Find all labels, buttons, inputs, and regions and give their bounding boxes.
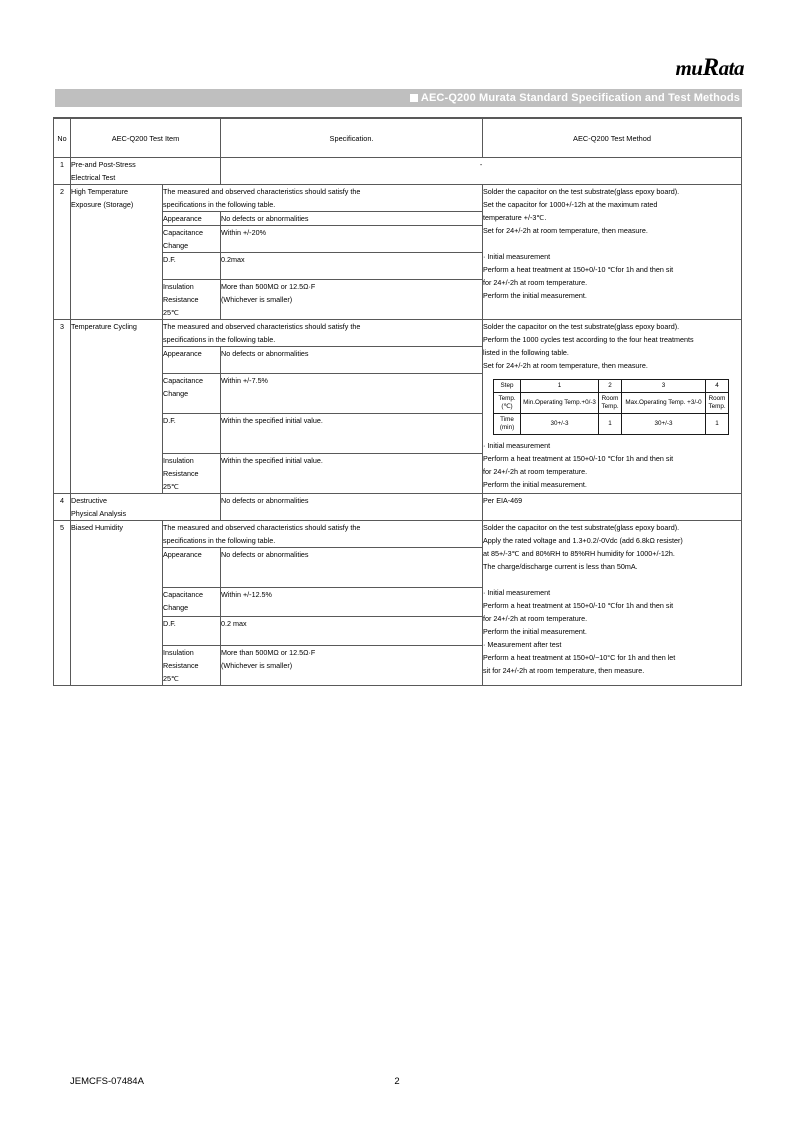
spec-intro: [163, 320, 483, 347]
spec-intro-line-2: specifications in the following table.: [163, 536, 276, 545]
item-line-1: Destructive: [71, 496, 107, 505]
temp-value-1: Min.Operating Temp.+0/-3: [521, 393, 599, 414]
method-line: Set for 24+/-2h at room temperature, then measure.: [483, 361, 648, 370]
spec-intro-line-1: The measured and observed characteristics should satisfy the: [163, 187, 361, 196]
table-row: [54, 521, 742, 548]
subrow-value: 0.2max: [221, 253, 483, 280]
subrow-label-line-1: Capacitance: [163, 228, 203, 237]
table-row: [54, 320, 742, 347]
temp-value-2: [599, 393, 622, 414]
banner-content: [410, 89, 740, 107]
spec-intro-line-2: specifications in the following table.: [163, 200, 276, 209]
temp-value-2-line-1: Room: [601, 395, 619, 402]
method-line: · Initial measurement: [483, 588, 551, 597]
subrow-value: Within +/-20%: [221, 226, 483, 253]
spec-intro-line-1: The measured and observed characteristics should satisfy the: [163, 523, 361, 532]
row-number: 1: [54, 158, 71, 185]
subrow-label-line-2: Change: [163, 389, 189, 398]
subrow-value-line-2: (Whichever is smaller): [221, 661, 293, 670]
step-table-wrapper: [483, 372, 741, 439]
time-label-line-2: (min): [499, 424, 515, 431]
subrow-value-line-2: (Whichever is smaller): [221, 295, 293, 304]
table-row: [54, 494, 742, 521]
row-number: 4: [54, 494, 71, 521]
spec-intro-line-1: The measured and observed characteristics should satisfy the: [163, 322, 361, 331]
row-test-item: [71, 320, 163, 494]
method-line: listed in the following table.: [483, 348, 569, 357]
square-bullet-icon: [410, 94, 418, 102]
temp-value-4-line-1: Room: [708, 395, 726, 402]
subrow-label: Appearance: [163, 347, 221, 374]
method-line: The charge/discharge current is less than 50mA.: [483, 562, 638, 571]
subrow-label: [163, 374, 221, 414]
item-line-2: Exposure (Storage): [71, 200, 134, 209]
step-label: Step: [494, 380, 521, 393]
time-label-line-1: Time: [500, 416, 514, 423]
subrow-label: D.F.: [163, 253, 221, 280]
method-line: sit for 24+/-2h at room temperature, then measure.: [483, 666, 645, 675]
temp-value-2-line-2: Temp.: [601, 403, 619, 410]
subrow-value: 0.2 max: [221, 617, 483, 646]
subrow-label-line-1: Insulation: [163, 648, 194, 657]
row-test-method: [483, 185, 742, 320]
item-line-2: Physical Analysis: [71, 509, 127, 518]
subrow-label-line-1: Capacitance: [163, 590, 203, 599]
row-test-item: [71, 158, 221, 185]
item-line-1: Pre-and Post-Stress: [71, 160, 136, 169]
footer-document-id: JEMCFS-07484A: [70, 1076, 144, 1087]
method-line: at 85+/-3℃ and 80%RH to 85%RH humidity for 1000+/-12h.: [483, 549, 675, 558]
subrow-label-line-2: Resistance: [163, 469, 199, 478]
method-line-spacer: [483, 237, 741, 250]
row-test-item: [71, 185, 163, 320]
subrow-label: [163, 646, 221, 686]
time-value-4: 1: [706, 414, 729, 435]
method-line: · Initial measurement: [483, 252, 551, 261]
temp-label-line-2: (℃): [501, 403, 513, 410]
method-line: Perform the 1000 cycles test according to the four heat treatments: [483, 335, 694, 344]
subrow-label: [163, 280, 221, 320]
temp-value-3: Max.Operating Temp. +3/-0: [622, 393, 706, 414]
spec-intro: [163, 185, 483, 212]
logo-text-post: ata: [718, 56, 744, 80]
subrow-label: D.F.: [163, 617, 221, 646]
time-value-2: 1: [599, 414, 622, 435]
subrow-label-line-3: 25℃: [163, 674, 180, 683]
row-specification: No defects or abnormalities: [221, 494, 483, 521]
step-table-time-row: [494, 414, 729, 435]
subrow-value: [221, 280, 483, 320]
subrow-label-line-1: Insulation: [163, 456, 194, 465]
subrow-label: [163, 226, 221, 253]
logo-text-cap: R: [702, 54, 719, 81]
method-line: Perform the initial measurement.: [483, 627, 587, 636]
subrow-label-line-3: 25℃: [163, 482, 180, 491]
subrow-label-line-1: Insulation: [163, 282, 194, 291]
step-number-4: 4: [706, 380, 729, 393]
spec-intro-line-2: specifications in the following table.: [163, 335, 276, 344]
method-line: for 24+/-2h at room temperature.: [483, 467, 588, 476]
step-number-2: 2: [599, 380, 622, 393]
step-number-1: 1: [521, 380, 599, 393]
method-line: Set for 24+/-2h at room temperature, then measure.: [483, 226, 648, 235]
header-specification: Specification.: [221, 118, 483, 158]
footer-page-number: 2: [394, 1076, 400, 1087]
temp-value-4: [706, 393, 729, 414]
method-line: Solder the capacitor on the test substrate(glass epoxy board).: [483, 322, 680, 331]
item-line-1: Biased Humidity: [71, 523, 123, 532]
row-number: 3: [54, 320, 71, 494]
row-test-method: [483, 521, 742, 686]
banner-title: AEC-Q200 Murata Standard Specification and Test Methods: [420, 92, 740, 104]
subrow-value-line-1: More than 500MΩ or 12.5Ω·F: [221, 648, 316, 657]
method-line: · Measurement after test: [483, 640, 562, 649]
row-test-method: [483, 320, 742, 494]
step-table-header-row: [494, 380, 729, 393]
subrow-label: [163, 454, 221, 494]
subrow-value: Within +/-12.5%: [221, 588, 483, 617]
method-line: Perform the initial measurement.: [483, 480, 587, 489]
method-line: Perform a heat treatment at 150+0/−10°C for 1h and then let: [483, 653, 676, 662]
subrow-label-line-1: Capacitance: [163, 376, 203, 385]
subrow-value: Within the specified initial value.: [221, 454, 483, 494]
murata-logo: [672, 56, 744, 80]
time-row-label: [494, 414, 521, 435]
temp-row-label: [494, 393, 521, 414]
time-value-3: 30+/-3: [622, 414, 706, 435]
item-line-1: Temperature Cycling: [71, 322, 137, 331]
subrow-label: Appearance: [163, 212, 221, 226]
subrow-label: Appearance: [163, 548, 221, 588]
subrow-label-line-2: Change: [163, 241, 189, 250]
row-number: 2: [54, 185, 71, 320]
method-line: Set the capacitor for 1000+/-12h at the maximum rated: [483, 200, 658, 209]
table-row: [54, 158, 742, 185]
row-test-item: [71, 521, 163, 686]
row-test-item: [71, 494, 221, 521]
method-line: · Initial measurement: [483, 441, 551, 450]
subrow-label-line-3: 25℃: [163, 308, 180, 317]
subrow-value: Within +/-7.5%: [221, 374, 483, 414]
method-line: temperature +/-3℃.: [483, 213, 547, 222]
method-line: Solder the capacitor on the test substrate(glass epoxy board).: [483, 523, 680, 532]
spec-table: [53, 117, 742, 686]
method-line: Perform the initial measurement.: [483, 291, 587, 300]
subrow-value: [221, 646, 483, 686]
subrow-value: No defects or abnormalities: [221, 347, 483, 374]
temp-label-line-1: Temp.: [498, 395, 516, 402]
table-header-row: [54, 118, 742, 158]
method-line: for 24+/-2h at room temperature.: [483, 614, 588, 623]
method-line: Apply the rated voltage and 1.3+0.2/-0Vdc (add 6.8kΩ resister): [483, 536, 683, 545]
subrow-label-line-2: Change: [163, 603, 189, 612]
method-line: Perform a heat treatment at 150+0/-10 ℃for 1h and then sit: [483, 454, 674, 463]
method-line: Perform a heat treatment at 150+0/-10 ℃for 1h and then sit: [483, 265, 674, 274]
step-table-temp-row: [494, 393, 729, 414]
spec-intro: [163, 521, 483, 548]
header-test-method: AEC-Q200 Test Method: [483, 118, 742, 158]
row-number: 5: [54, 521, 71, 686]
method-line: for 24+/-2h at room temperature.: [483, 278, 588, 287]
header-test-item: AEC-Q200 Test Item: [71, 118, 221, 158]
subrow-label-line-2: Resistance: [163, 295, 199, 304]
subrow-label: D.F.: [163, 414, 221, 454]
table-row: [54, 185, 742, 212]
heat-treatment-step-table: [493, 379, 729, 435]
method-line: Solder the capacitor on the test substrate(glass epoxy board).: [483, 187, 680, 196]
subrow-label-line-2: Resistance: [163, 661, 199, 670]
subrow-label: [163, 588, 221, 617]
method-line-spacer: [483, 573, 741, 586]
logo-text-pre: mu: [675, 56, 703, 80]
item-line-1: High Temperature: [71, 187, 128, 196]
subrow-value: Within the specified initial value.: [221, 414, 483, 454]
time-value-1: 30+/-3: [521, 414, 599, 435]
method-line: Perform a heat treatment at 150+0/-10 ℃for 1h and then sit: [483, 601, 674, 610]
row-merged-value: -: [221, 158, 742, 185]
item-line-2: Electrical Test: [71, 173, 116, 182]
subrow-value: No defects or abnormalities: [221, 548, 483, 588]
temp-value-4-line-2: Temp.: [708, 403, 726, 410]
subrow-value-line-1: More than 500MΩ or 12.5Ω·F: [221, 282, 316, 291]
section-banner: [55, 89, 742, 107]
subrow-value: No defects or abnormalities: [221, 212, 483, 226]
step-number-3: 3: [622, 380, 706, 393]
header-no: No: [54, 118, 71, 158]
row-test-method: Per EIA-469: [483, 494, 742, 521]
